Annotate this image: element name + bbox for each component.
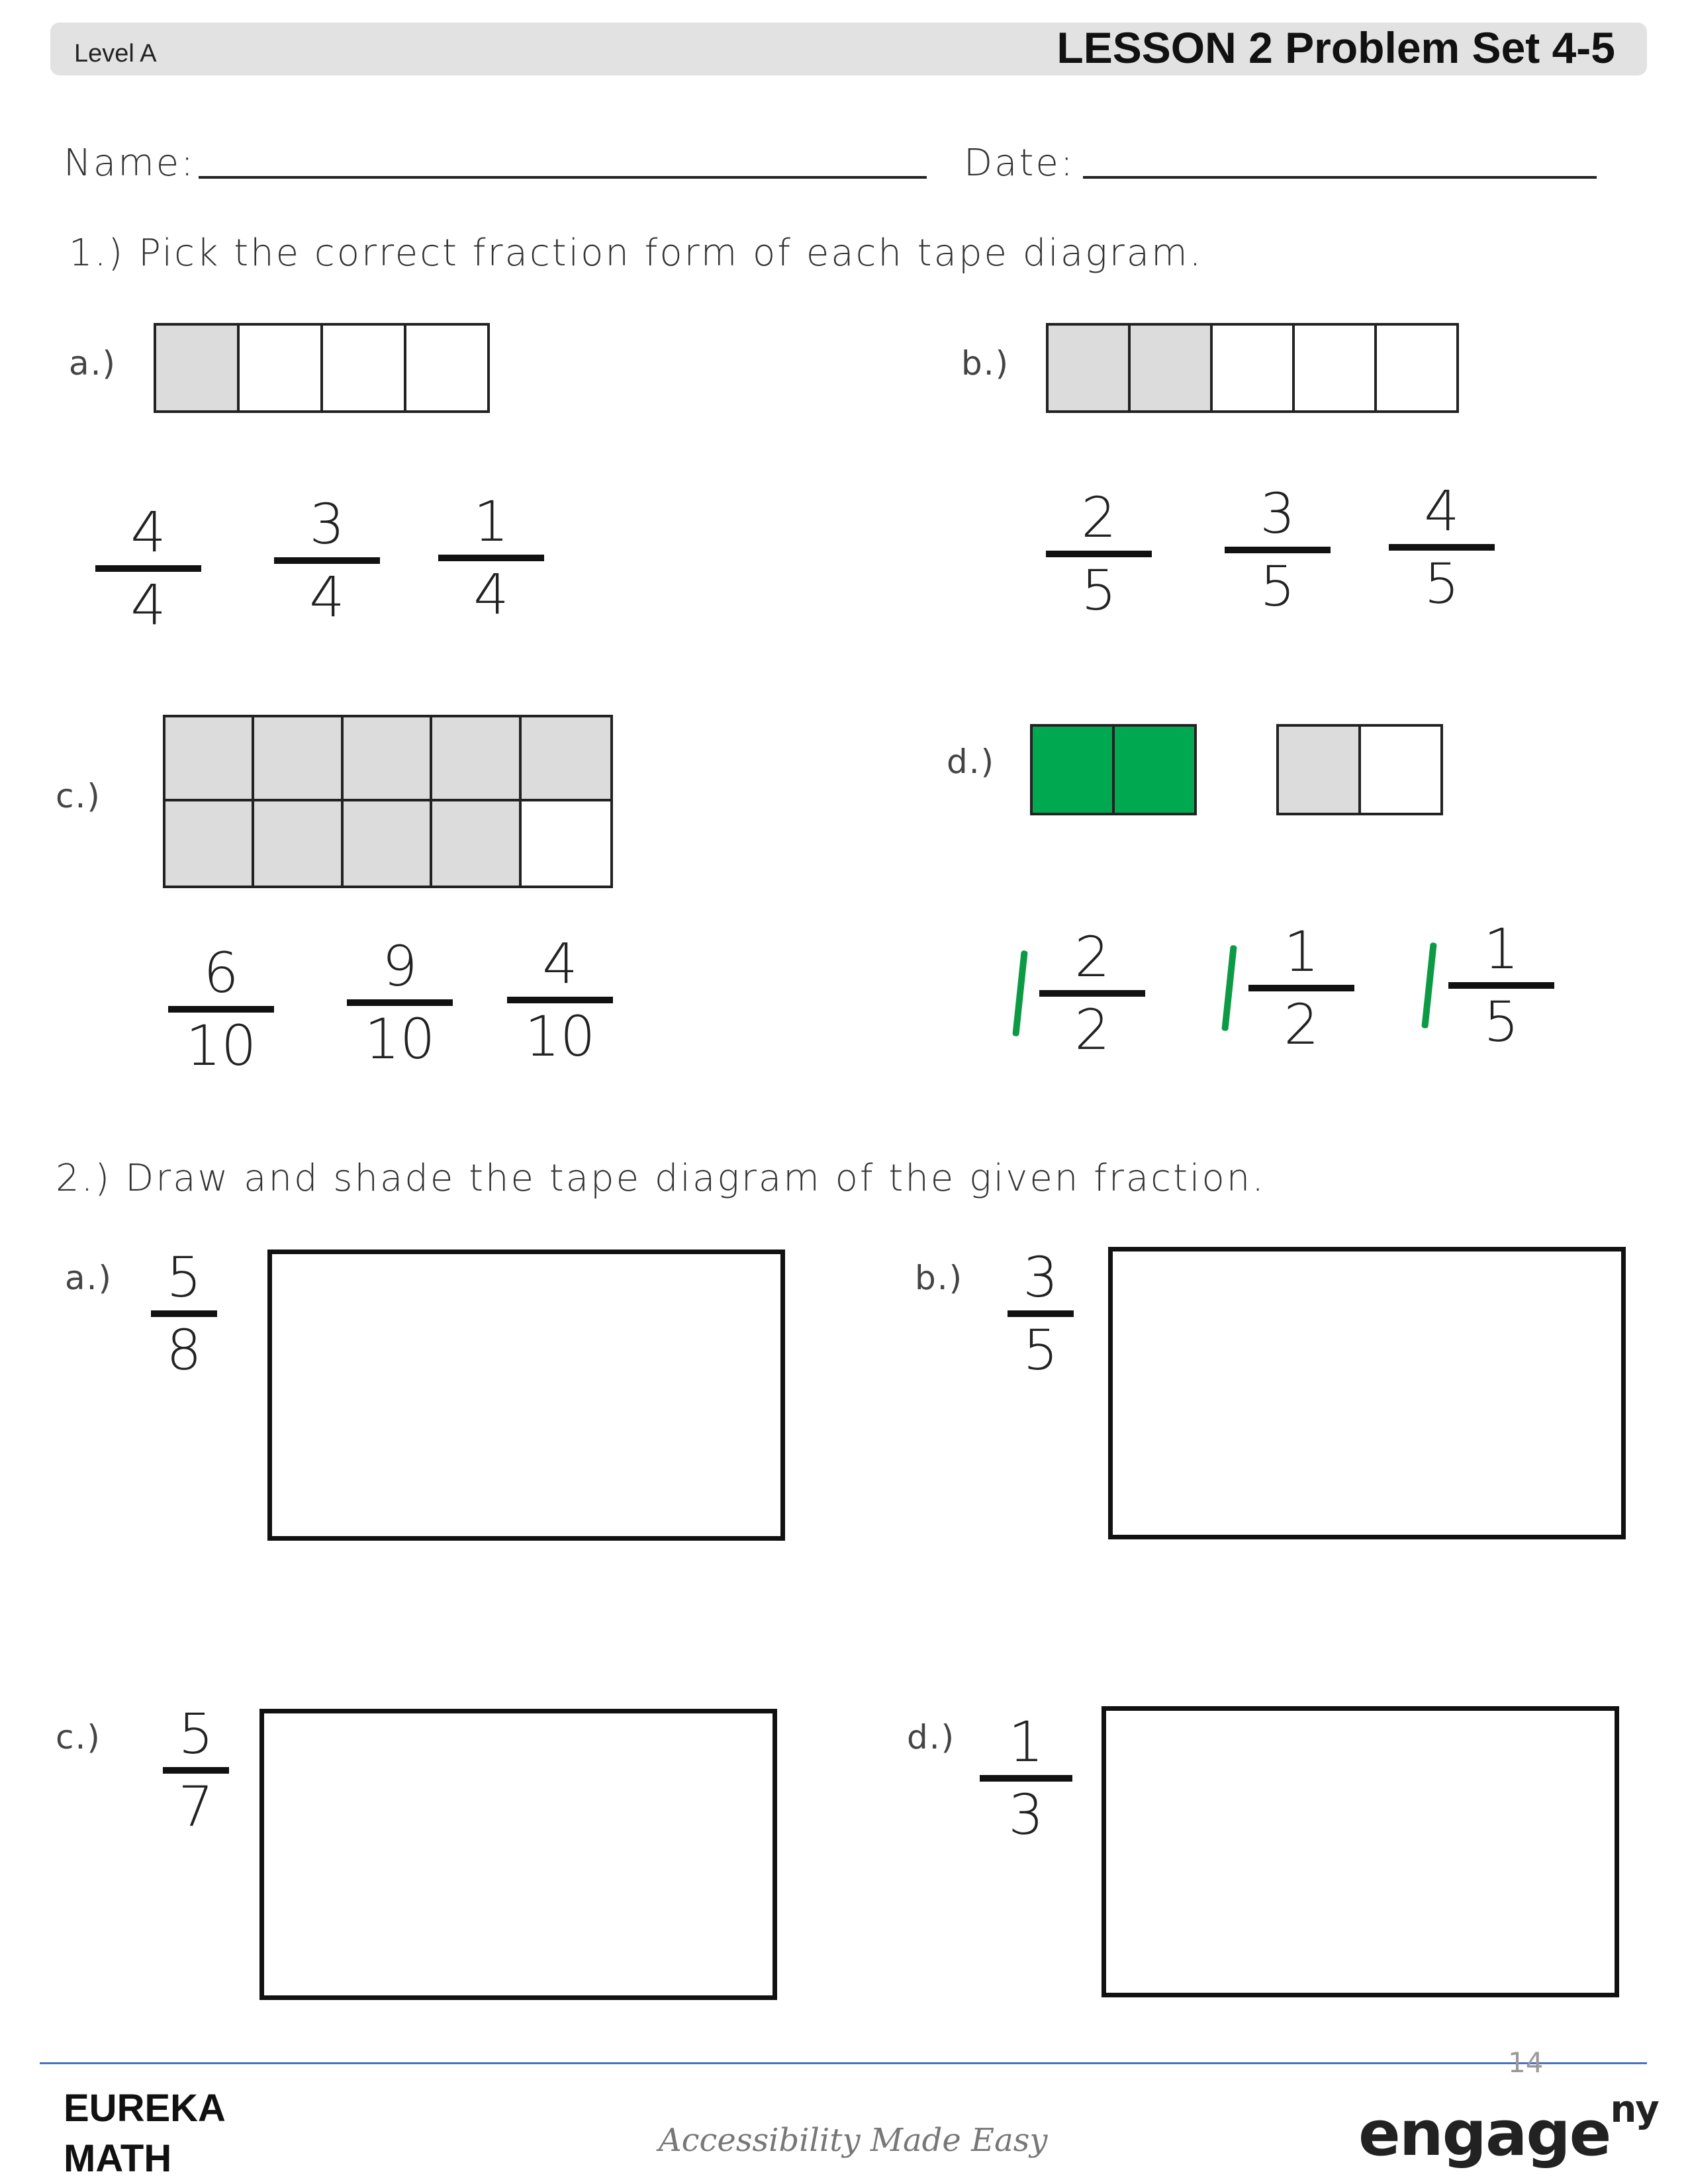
numerator: 6 [203,940,239,1005]
numerator: 5 [166,1245,202,1310]
q1b-choice-3[interactable] [1389,478,1495,617]
tape-cell-shaded [156,326,240,410]
fraction-bar [1225,547,1331,553]
q1c-choice-3[interactable] [507,931,613,1069]
tape-cell-shaded [432,717,521,801]
tape-cell [240,326,323,410]
denominator: 10 [524,1004,596,1069]
logo-text: engage [1358,2098,1611,2170]
q2-prompt: 2.) Draw and shade the tape diagram of the given fraction. [56,1157,1266,1200]
tape-cell-shaded [1049,326,1131,410]
name-field[interactable] [199,176,927,179]
fraction-bar [151,1310,217,1317]
fraction-bar [274,557,380,564]
logo-sup: ny [1610,2087,1658,2131]
q1d-choice-2-fraction [1248,919,1354,1058]
q1d-choice-1-fraction [1039,924,1145,1063]
tape-cell [1377,326,1456,410]
q1c-choice-1[interactable] [168,940,274,1079]
denominator: 7 [178,1774,214,1839]
numerator: 2 [1081,485,1117,550]
numerator: 1 [1008,1709,1044,1774]
q2c-answer-box[interactable] [259,1709,777,2000]
q1b-tape-diagram [1046,323,1459,413]
numerator: 4 [1424,478,1460,543]
tape-cell-shaded [1131,326,1213,410]
tape-cell-green [1115,727,1194,813]
q1b-choice-1[interactable] [1046,484,1152,623]
tape-cell [323,326,406,410]
footer-divider [40,2062,1647,2064]
q1c-label: c.) [56,777,101,815]
q2b-answer-box[interactable] [1108,1247,1626,1539]
whole-number-mark [1012,950,1028,1036]
whole-number-mark [1221,945,1237,1031]
denominator: 2 [1074,997,1110,1062]
brand-line-2: MATH [64,2137,172,2180]
q1c-tape-diagram [163,715,613,888]
q2c-label: c.) [56,1718,101,1756]
numerator: 1 [1284,919,1319,984]
denominator: 4 [130,572,166,637]
q2a-fraction [151,1244,217,1383]
q1a-choice-1[interactable] [95,499,201,638]
fraction-bar [1039,990,1145,997]
page-number: 14 [1508,2046,1544,2079]
fraction-bar [1248,985,1354,991]
tape-cell-shaded [254,801,343,886]
whole-number-mark [1421,942,1437,1028]
numerator: 3 [1260,481,1295,546]
eureka-math-logo [64,2083,226,2184]
fraction-bar [1389,544,1495,551]
q1a-choice-2[interactable] [274,491,380,630]
fraction-bar [95,565,201,572]
date-label: Date: [964,142,1075,185]
fraction-bar [1448,982,1554,989]
q2d-fraction [980,1709,1072,1848]
level-label: Level A [74,40,157,68]
engageny-logo [1358,2087,1658,2170]
tape-cell-shaded [254,717,343,801]
numerator: 4 [542,931,578,996]
brand-line-1: EUREKA [64,2087,226,2130]
fraction-bar [438,555,544,561]
q1a-label: a.) [69,344,117,383]
q1a-tape-diagram [154,323,490,413]
tagline: Accessibility Made Easy [659,2122,1048,2159]
numerator: 9 [382,934,418,999]
date-field[interactable] [1083,176,1597,179]
tape-cell [406,326,487,410]
tape-cell-green [1033,727,1115,813]
fraction-bar [347,999,453,1006]
tape-cell-shaded [432,801,521,886]
q1b-choice-2[interactable] [1225,480,1331,619]
fraction-bar [980,1775,1072,1782]
q1-prompt: 1.) Pick the correct fraction form of each tape diagram. [69,232,1203,275]
denominator: 5 [1081,558,1117,623]
numerator: 2 [1074,925,1110,989]
q1a-choice-3[interactable] [438,488,544,627]
denominator: 5 [1424,551,1460,616]
q2a-answer-box[interactable] [267,1250,785,1541]
q1d-choice-3-fraction [1448,916,1554,1055]
tape-cell-shaded [165,801,254,886]
tape-cell-shaded [165,717,254,801]
denominator: 8 [166,1318,202,1383]
tape-cell-shaded [522,717,610,801]
q1b-label: b.) [961,344,1010,383]
numerator: 4 [130,500,166,565]
denominator: 2 [1284,992,1319,1057]
q2d-label: d.) [907,1718,956,1756]
fraction-bar [163,1767,229,1774]
denominator: 5 [1483,989,1519,1054]
tape-cell-shaded [344,801,432,886]
denominator: 10 [185,1013,257,1078]
numerator: 3 [309,492,345,557]
tape-cell [1213,326,1295,410]
tape-cell [1295,326,1377,410]
name-label: Name: [64,142,196,185]
tape-cell [522,801,610,886]
numerator: 1 [1483,917,1519,981]
denominator: 4 [309,565,345,629]
denominator: 4 [473,562,509,627]
fraction-bar [1008,1310,1074,1317]
numerator: 1 [473,489,509,554]
lesson-title: LESSON 2 Problem Set 4-5 [1056,23,1615,72]
numerator: 5 [178,1702,214,1766]
fraction-bar [507,997,613,1003]
q1d-label: d.) [947,743,996,781]
q2c-fraction [163,1701,229,1840]
q2b-label: b.) [915,1259,964,1297]
denominator: 10 [364,1007,436,1071]
tape-cell [1361,727,1440,813]
q1d-tape-diagram-whole [1030,724,1197,815]
tape-cell-shaded [1279,727,1361,813]
q2d-answer-box[interactable] [1102,1706,1619,1997]
fraction-bar [168,1006,274,1013]
tape-cell-shaded [344,717,432,801]
denominator: 5 [1260,554,1295,619]
q1d-tape-diagram-part [1276,724,1443,815]
q1c-choice-2[interactable] [347,933,453,1072]
numerator: 3 [1023,1245,1058,1310]
fraction-bar [1046,551,1152,557]
q2a-label: a.) [65,1259,113,1297]
q2b-fraction [1008,1244,1074,1383]
denominator: 3 [1008,1782,1044,1847]
denominator: 5 [1023,1318,1058,1383]
